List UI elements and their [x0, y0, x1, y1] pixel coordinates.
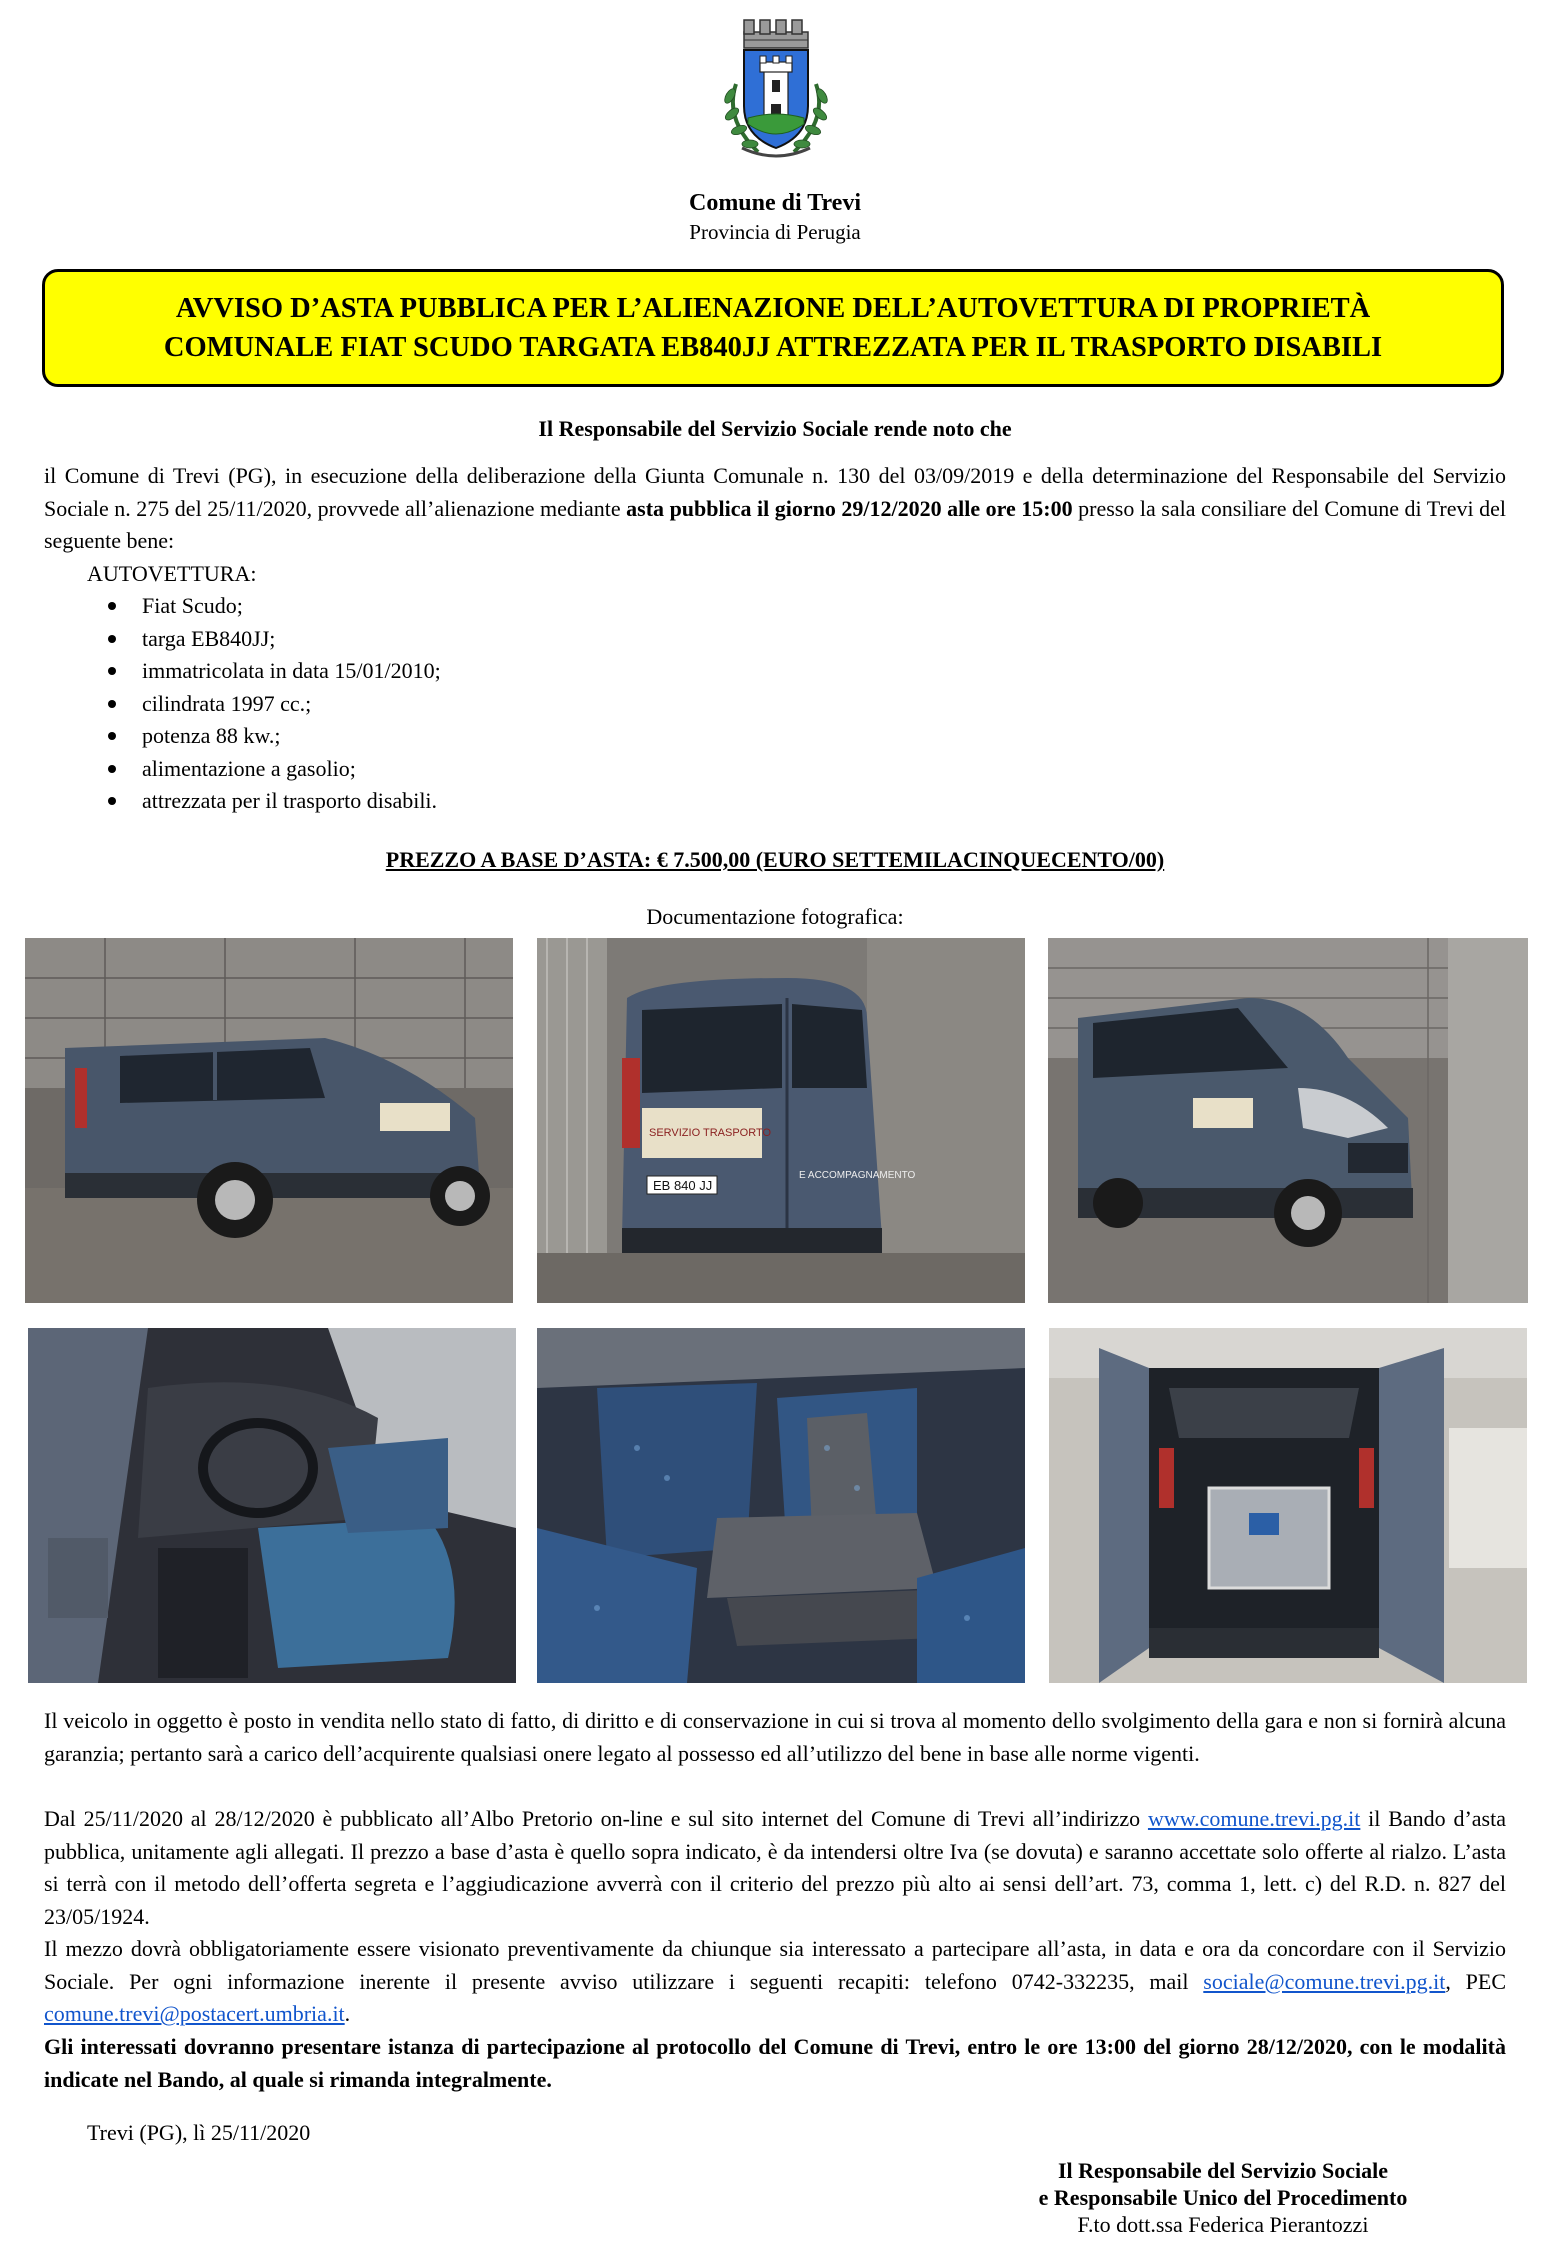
- notice-title-box: [42, 269, 1504, 387]
- coat-of-arms-icon: [706, 14, 846, 164]
- list-item: cilindrata 1997 cc.;: [104, 688, 441, 721]
- condition-paragraph: Il veicolo in oggetto è posto in vendita nello stato di fatto, di diritto e di conservazione in cui si trova al momento dello svolgimento della gara e non si fornirà alcuna garanzia; pertanto sarà a carico dell’acquirente qualsiasi onere legato al possesso ed all’utilizzo del bene in base alle norme vigenti.: [44, 1708, 1506, 1766]
- website-link[interactable]: www.comune.trevi.pg.it: [1147, 1806, 1361, 1831]
- place-date: Trevi (PG), lì 25/11/2020: [87, 2120, 311, 2145]
- list-item: targa EB840JJ;: [104, 623, 441, 656]
- van-decal-text-2: E ACCOMPAGNAMENTO: [799, 1170, 916, 1181]
- base-price: PREZZO A BASE D’ASTA: € 7.500,00 (EURO SETTEMILACINQUECENTO/00): [385, 847, 1165, 872]
- province-name: Provincia di Perugia: [689, 220, 861, 244]
- photo-van-side: [25, 938, 513, 1303]
- signature-role-2: e Responsabile Unico del Procedimento: [1038, 2185, 1408, 2210]
- intro-heading: Il Responsabile del Servizio Sociale rende noto che: [538, 416, 1012, 441]
- photo-van-rear: [537, 938, 1025, 1303]
- deadline-paragraph: Gli interessati dovranno presentare istanza di partecipazione al protocollo del Comune di Trevi, entro le ore 13:00 del giorno 28/12/2020, con le modalità indicate nel Bando, al quale si rimanda integralmente.: [44, 2034, 1506, 2092]
- signature-block: [1008, 2157, 1438, 2238]
- list-item: attrezzata per il trasporto disabili.: [104, 785, 441, 818]
- inspection-text-end: .: [344, 2001, 351, 2026]
- intro-text-after: presso la sala consiliare del Comune di Trevi del seguente bene:: [44, 495, 1506, 553]
- list-item: potenza 88 kw.;: [104, 720, 441, 753]
- intro-paragraph: [44, 460, 1506, 558]
- notice-title-line-2: COMUNALE FIAT SCUDO TARGATA EB840JJ ATTREZZATA PER IL TRASPORTO DISABILI: [163, 332, 1383, 363]
- list-item: alimentazione a gasolio;: [104, 753, 441, 786]
- publication-text-after: il Bando d’asta pubblica, unitamente agli allegati. Il prezzo a base d’asta è quello sopra indicato, è da intendersi oltre Iva (se dovuta) e saranno accettate solo offerte al rialzo. L’asta si terrà con il metodo dell’offerta segreta e l’aggiudicazione avverrà con il criterio del prezzo più alto ai sensi dell’art. 73, comma 1, lett. c) del R.D. n. 827 del 23/05/1924.: [44, 1806, 1506, 1929]
- inspection-paragraph: [44, 1933, 1506, 2031]
- inspection-text-mid: , PEC: [1445, 1968, 1506, 1994]
- municipality-name: Comune di Trevi: [688, 190, 862, 216]
- photo-van-front: [1048, 938, 1528, 1303]
- inspection-text-before: Il mezzo dovrà obbligatoriamente essere visionato preventivamente da chiunque sia interessato a partecipare all’asta, in data e ora da concordare con il Servizio Sociale. Per ogni informazione inerente il presente avviso utilizzare i seguenti recapiti: telefono 0742-332235, mail: [44, 1936, 1506, 1994]
- list-item: immatricolata in data 15/01/2010;: [104, 655, 441, 688]
- van-decal-text: SERVIZIO TRASPORTO: [649, 1127, 772, 1139]
- notice-title-line-1: AVVISO D’ASTA PUBBLICA PER L’ALIENAZIONE DELL’AUTOVETTURA DI PROPRIETÀ: [175, 293, 1371, 324]
- intro-text-bold: asta pubblica il giorno 29/12/2020 alle ore 15:00: [626, 495, 1073, 521]
- signature-name: F.to dott.ssa Federica Pierantozzi: [1077, 2212, 1369, 2237]
- intro-text-before: il Comune di Trevi (PG), in esecuzione della deliberazione della Giunta Comunale n. 130 del 03/09/2019 e della determinazione del Responsabile del Servizio Sociale n. 275 del 25/11/2020, provvede all’alienazione mediante: [44, 463, 1506, 521]
- vehicle-label: AUTOVETTURA:: [87, 561, 257, 586]
- list-item: Fiat Scudo;: [104, 590, 441, 623]
- photo-caption: Documentazione fotografica:: [646, 904, 904, 929]
- photo-rear-lift: [1049, 1328, 1527, 1683]
- vehicle-spec-list: [104, 590, 441, 818]
- pec-link[interactable]: comune.trevi@postacert.umbria.it: [44, 2001, 345, 2026]
- photo-interior-seats: [537, 1328, 1025, 1683]
- email-link[interactable]: sociale@comune.trevi.pg.it: [1203, 1968, 1446, 1994]
- signature-role-1: Il Responsabile del Servizio Sociale: [1058, 2158, 1388, 2183]
- license-plate-text: EB 840 JJ: [653, 1178, 713, 1193]
- photo-interior-cabin: [28, 1328, 516, 1683]
- publication-text-before: Dal 25/11/2020 al 28/12/2020 è pubblicato all’Albo Pretorio on-line e sul sito internet del Comune di Trevi all’indirizzo: [44, 1806, 1148, 1831]
- publication-paragraph: [44, 1803, 1506, 1933]
